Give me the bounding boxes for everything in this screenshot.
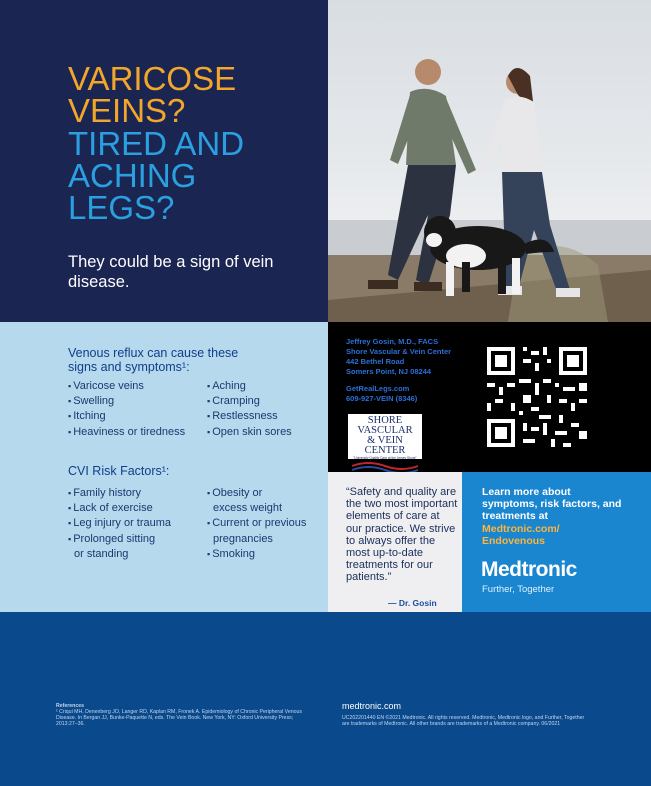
symptoms-list-2 (207, 379, 292, 440)
logo-line1: SHORE VASCULAR (357, 415, 413, 436)
qr-code-icon (483, 343, 591, 451)
headline-orange (68, 60, 237, 129)
list-item: ▪ Aching (207, 379, 292, 394)
list-item: ▪ Swelling (68, 394, 185, 409)
subheadline: They could be a sign of vein disease. (68, 253, 274, 291)
list-item: ▪ Smoking (207, 547, 306, 562)
couple-walking-dog-photo (328, 0, 651, 322)
list-item: ▪ Leg injury or trauma (68, 516, 171, 531)
medtronic-logo: Medtronic (481, 558, 577, 581)
list-item: ▪ Lack of exercise (68, 501, 171, 516)
list-item: ▪ Heaviness or tiredness (68, 425, 185, 440)
headline-blue (68, 125, 245, 226)
list-item: ▪ Current or previous (207, 516, 306, 531)
list-item: ▪ Itching (68, 409, 185, 424)
symptoms-title: Venous reflux can cause these signs and symptoms¹: (68, 346, 239, 374)
quote-signature: — Dr. Gosin (388, 598, 437, 608)
cta-text (482, 486, 622, 547)
headline-line: TIRED AND (68, 125, 245, 162)
city: Somers Point, NJ 08244 (346, 367, 432, 376)
risk-list-2 (207, 486, 306, 562)
headline-line: LEGS? (68, 189, 175, 226)
footer-website[interactable]: medtronic.com (342, 701, 402, 711)
doctor-quote: “Safety and quality are the two most important elements of care at our practice. We strive to always offer the most up-to-date treatments for our patients.” (346, 486, 458, 584)
references-text: ¹ Criqui MH, Denenberg JO, Langer RD, Kaplan RM, Fronek A. Epidemiology of Chronic Peripheral Venous Disease. In Bergan JJ, Bunke-Paquette N, eds. The Vein Book. New York, NY: Oxford University Press; 2013:27–36. (56, 709, 302, 728)
list-item: ▪ Prolonged sitting (68, 532, 171, 547)
list-item: pregnancies (213, 532, 273, 545)
headline-line: ACHING (68, 157, 197, 194)
website-link[interactable]: GetRealLegs.com (346, 384, 410, 393)
doctor-name: Jeffrey Gosin, M.D., FACS (346, 337, 439, 346)
phone-number[interactable]: 609-927-VEIN (8346) (346, 394, 418, 403)
legal-text: UC202201440 EN ©2021 Medtronic. All rights reserved. Medtronic, Medtronic logo, and Further, Together are trademarks of Medtronic. All other brands are trademarks of a Medtronic company. 06/2021 (342, 715, 585, 728)
headline-line: VEINS? (68, 92, 186, 129)
list-item: ▪ Obesity or (207, 486, 306, 501)
list-item: ▪ Family history (68, 486, 171, 501)
street: 442 Bethel Road (346, 357, 405, 366)
list-item: or standing (74, 547, 129, 560)
list-item: ▪ Restlessness (207, 409, 292, 424)
risk-title: CVI Risk Factors¹: (68, 464, 170, 478)
cta-copy: Learn more about symptoms, risk factors, and treatments at (482, 486, 622, 523)
list-item: ▪ Open skin sores (207, 425, 292, 440)
logo-line2: & VEIN CENTER (364, 435, 406, 456)
medtronic-tagline: Further, Together (482, 584, 555, 595)
shore-vascular-logo (348, 414, 422, 459)
footer (0, 612, 651, 786)
practice-name: Shore Vascular & Vein Center (346, 347, 452, 356)
list-item: ▪ Varicose veins (68, 379, 185, 394)
logo-tagline: "University Quality Care at the Jersey Shore" (353, 456, 417, 460)
headline-line: VARICOSE (68, 60, 237, 97)
references-title: References (56, 703, 84, 709)
practice-address (346, 337, 451, 377)
list-item: ▪ Cramping (207, 394, 292, 409)
cta-link[interactable]: Medtronic.com/ Endovenous (482, 522, 560, 547)
list-item: excess weight (213, 502, 283, 515)
photo-illustration (328, 0, 651, 322)
risk-list-1 (68, 486, 171, 562)
qr-code[interactable] (483, 343, 591, 451)
symptoms-list-1 (68, 379, 185, 440)
